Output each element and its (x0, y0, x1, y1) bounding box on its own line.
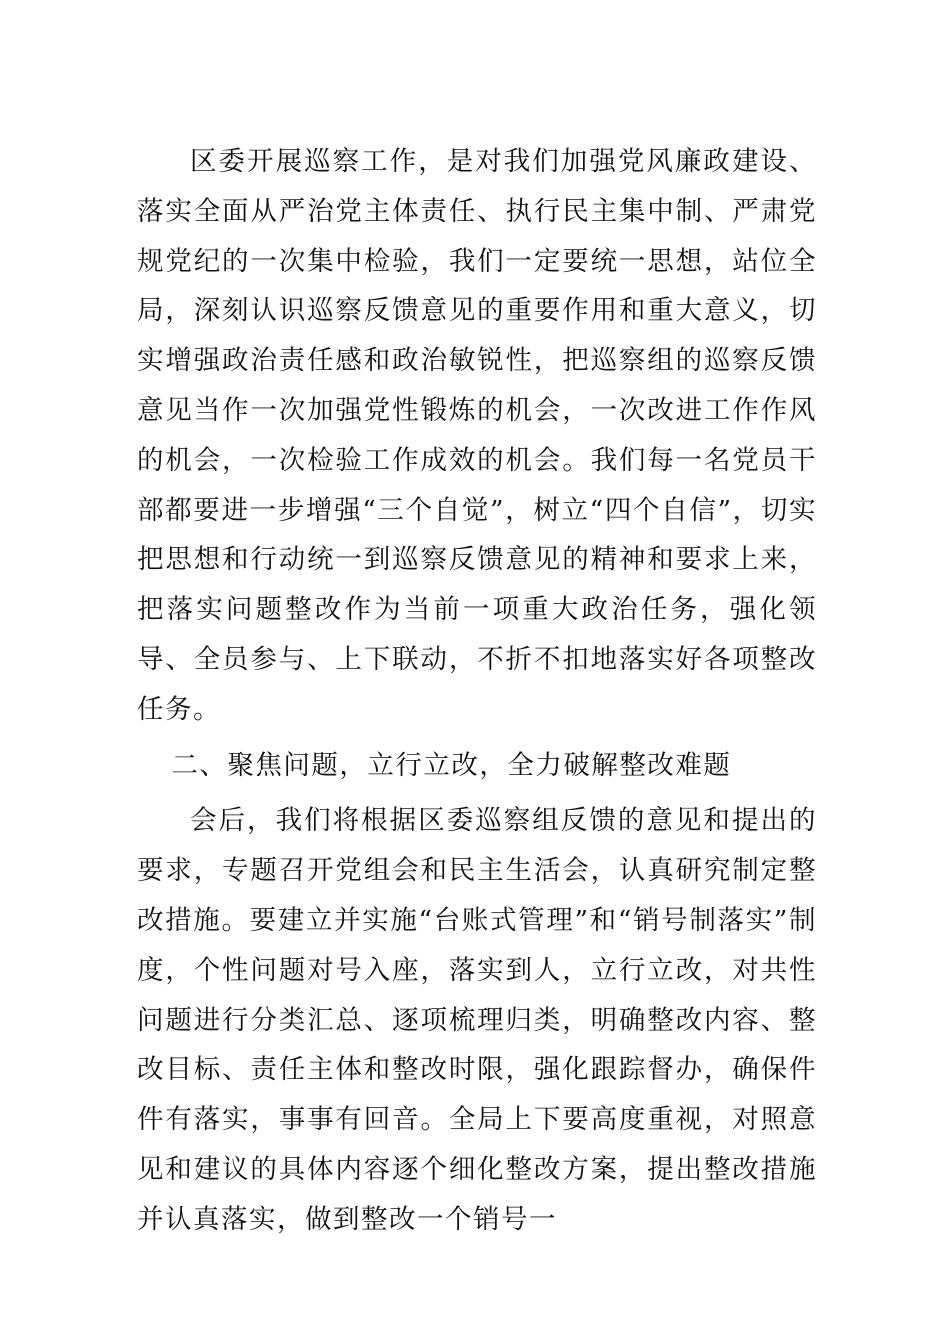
paragraph-rectification-measures: 会后，我们将根据区委巡察组反馈的意见和提出的要求，专题召开党组会和民主生活会，认真研究制定整改措施。要建立并实施“台账式管理”和“销号制落实”制度，个性问题对号入座，落实到人，立行立改，对共性问题进行分类汇总、逐项梳理归类，明确整改内容、整改目标、责任主体和整改时限，强化跟踪督办，确保件件有落实，事事有回音。全局上下要高度重视，对照意见和建议的具体内容逐个细化整改方案，提出整改措施并认真落实，做到整改一个销号一 (137, 805, 817, 1235)
document-body (137, 137, 817, 1245)
paragraph-inspection-significance: 区委开展巡察工作，是对我们加强党风廉政建设、落实全面从严治党主体责任、执行民主集中制、严肃党规党纪的一次集中检验，我们一定要统一思想，站位全局，深刻认识巡察反馈意见的重要作用和重大意义，切实增强政治责任感和政治敏锐性，把巡察组的巡察反馈意见当作一次加强党性锻炼的机会，一次改进工作作风的机会，一次检验工作成效的机会。我们每一名党员干部都要进一步增强“三个自觉”，树立“四个自信”，切实把思想和行动统一到巡察反馈意见的精神和要求上来，把落实问题整改作为当前一项重大政治任务，强化领导、全员参与、上下联动，不折不扣地落实好各项整改任务。 (137, 146, 817, 725)
section-heading-two: 二、聚焦问题，立行立改，全力破解整改难题 (171, 749, 732, 781)
